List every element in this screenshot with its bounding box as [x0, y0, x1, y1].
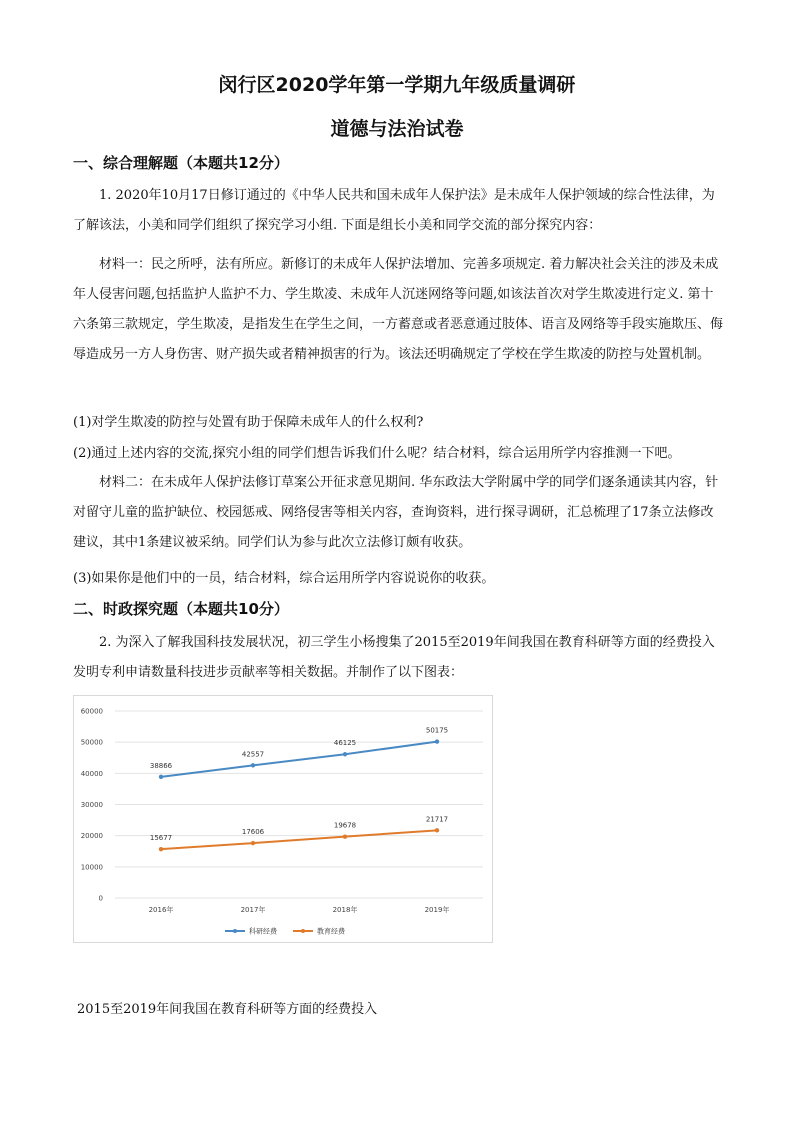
data-point — [343, 834, 347, 838]
legend-marker — [233, 929, 237, 933]
data-point — [435, 739, 439, 743]
material2-text: 材料二：在未成年人保护法修订草案公开征求意见期间. 华东政法大学附属中学的同学们逐条通读其内容，针对留守儿童的监护缺位、校园惩戒、网络侵害等相关内容，查询资料，进行探寻调研，汇总梳理了17条立法修改建议，其中1条建议被采纳。同学们认为参与此次立法修订颇有收获。 — [73, 475, 719, 550]
section2-heading: 二、时政探究题（本题共10分） — [73, 600, 289, 618]
x-tick-label: 2016年 — [148, 906, 174, 914]
data-label: 38866 — [149, 761, 173, 770]
data-point — [251, 763, 255, 767]
data-label: 46125 — [333, 739, 357, 748]
data-point — [343, 752, 347, 756]
y-tick-label: 60000 — [80, 707, 103, 716]
legend-marker — [301, 929, 305, 933]
question2-intro: 2. 为深入了解我国科技发展状况，初三学生小杨搜集了2015至2019年间我国在教育科研等方面的经费投入发明专利申请数量科技进步贡献率等相关数据。并制作了以下图表： — [73, 635, 715, 680]
x-tick-label: 2019年 — [424, 906, 450, 914]
page-subtitle: 道德与法治试卷 — [330, 118, 464, 140]
page-title: 闵行区2020学年第一学期九年级质量调研 — [218, 74, 576, 96]
legend-label: 教育经费 — [317, 927, 345, 936]
data-label: 21717 — [425, 815, 449, 824]
section1-heading: 一、综合理解题（本题共12分） — [73, 154, 289, 172]
y-tick-label: 20000 — [80, 832, 103, 841]
y-tick-label: 10000 — [80, 863, 103, 872]
data-label: 50175 — [425, 726, 449, 735]
question1-intro: 1. 2020年10月17日修订通过的《中华人民共和国未成年人保护法》是未成年人保护领域的综合性法律，为了解该法，小美和同学们组织了探究学习小组. 下面是组长小美和同学交流的部分探究内容： — [73, 188, 715, 233]
data-point — [435, 828, 439, 832]
y-tick-label: 40000 — [80, 769, 103, 778]
data-label: 15677 — [149, 834, 173, 843]
x-tick-label: 2017年 — [240, 906, 266, 914]
question1-part1: (1)对学生欺凌的防控与处置有助于保障未成年人的什么权利? — [73, 415, 424, 430]
chart-caption: 2015至2019年间我国在教育科研等方面的经费投入 — [77, 1002, 378, 1017]
data-label: 19678 — [333, 821, 357, 830]
y-tick-label: 0 — [98, 894, 103, 903]
x-tick-label: 2018年 — [332, 906, 358, 914]
y-tick-label: 50000 — [80, 738, 103, 747]
material1-text: 材料一：民之所呼，法有所应。新修订的未成年人保护法增加、完善多项规定. 着力解决社会关注的涉及未成年人侵害问题,包括监护人监护不力、学生欺凌、未成年人沉迷网络等问题,如该法首次对学生欺凌进行定义. 第十六条第三款规定，学生欺凌，是指发生在学生之间，一方蓄意或者恶意通过肢体、语言及网络等手段实施欺压、侮辱造成另一方人身伤害、财产损失或者精神损害的行为。该法还明确规定了学校在学生欺凌的防控与处置机制。 — [73, 257, 724, 362]
question1-part3: (3)如果你是他们中的一员，结合材料，综合运用所学内容说说你的收获。 — [73, 571, 495, 586]
question1-part2: (2)通过上述内容的交流,探究小组的同学们想告诉我们什么呢？结合材料，综合运用所学内容推测一下吧。 — [73, 446, 681, 461]
data-point — [251, 841, 255, 845]
data-point — [159, 847, 163, 851]
legend-label: 科研经费 — [249, 927, 277, 936]
line-chart — [73, 695, 493, 943]
data-label: 42557 — [241, 750, 265, 759]
chart-svg — [73, 695, 493, 943]
y-tick-label: 30000 — [80, 801, 103, 809]
data-label: 17606 — [241, 828, 265, 837]
data-point — [159, 775, 163, 779]
